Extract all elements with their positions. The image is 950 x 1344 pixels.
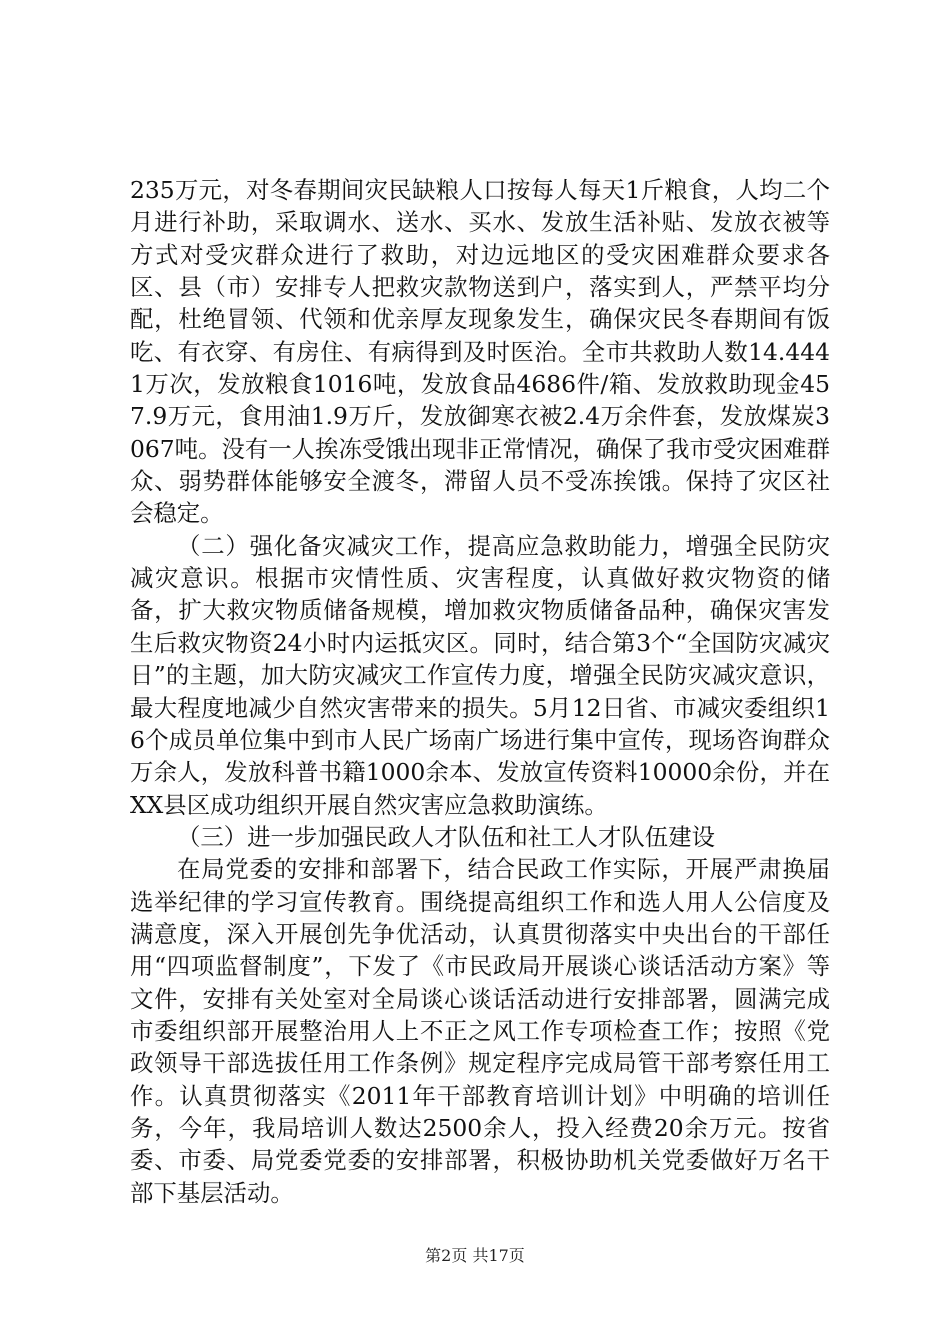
paragraph-relief-summary: 235万元，对冬春期间灾民缺粮人口按每人每天1斤粮食，人均二个月进行补助，采取调水、送水、买水、发放生活补贴、发放衣被等方式对受灾群众进行了救助，对边远地区的受灾困难群众要求各区、县（市）安排专人把救灾款物送到户，落实到人，严禁平均分配，杜绝冒领、代领和优亲厚友现象发生，确保灾民冬春期间有饭吃、有衣穿、有房住、有病得到及时医治。全市共救助人数14.4441万次，发放粮食1016吨，发放食品4686件/箱、发放救助现金457.9万元，食用油1.9万斤，发放御寒衣被2.4万余件套，发放煤炭3067吨。没有一人挨冻受饿出现非正常情况，确保了我市受灾困难群众、弱势群体能够安全渡冬，滞留人员不受冻挨饿。保持了灾区社会稳定。 (130, 176, 830, 528)
paragraph-party-work: 在局党委的安排和部署下，结合民政工作实际，开展严肃换届选举纪律的学习宣传教育。围绕提高组织工作和选人用人公信度及满意度，深入开展创先争优活动，认真贯彻落实中央出台的干部任用“四项监督制度”，下发了《市民政局开展谈心谈话活动方案》等文件，安排有关处室对全局谈心谈话活动进行安排部署，圆满完成市委组织部开展整治用人上不正之风工作专项检查工作；按照《党政领导干部选拔任用工作条例》规定程序完成局管干部考察任用工作。认真贯彻落实《2011年干部教育培训计划》中明确的培训任务，今年，我局培训人数达2500余人，投入经费20余万元。按省委、市委、局党委党委的安排部署，积极协助机关党委做好万名干部下基层活动。 (130, 855, 830, 1207)
page-number-footer: 第2页 共17页 (425, 1246, 525, 1265)
paragraph-disaster-preparedness: （二）强化备灾减灾工作，提高应急救助能力，增强全民防灾减灾意识。根据市灾情性质、灾害程度，认真做好救灾物资的储备，扩大救灾物质储备规模，增加救灾物质储备品种，确保灾害发生后救灾物资24小时内运抵灾区。同时，结合第3个“全国防灾减灾日”的主题，加大防灾减灾工作宣传力度，增强全民防灾减灾意识，最大程度地减少自然灾害带来的损失。5月12日省、市减灾委组织16个成员单位集中到市人民广场南广场进行集中宣传，现场咨询群众万余人，发放科普书籍1000余本、发放宣传资料10000余份，并在XX县区成功组织开展自然灾害应急救助演练。 (130, 531, 830, 819)
section-heading-talent-team: （三）进一步加强民政人才队伍和社工人才队伍建设 (177, 822, 715, 851)
document-body (130, 174, 830, 1209)
